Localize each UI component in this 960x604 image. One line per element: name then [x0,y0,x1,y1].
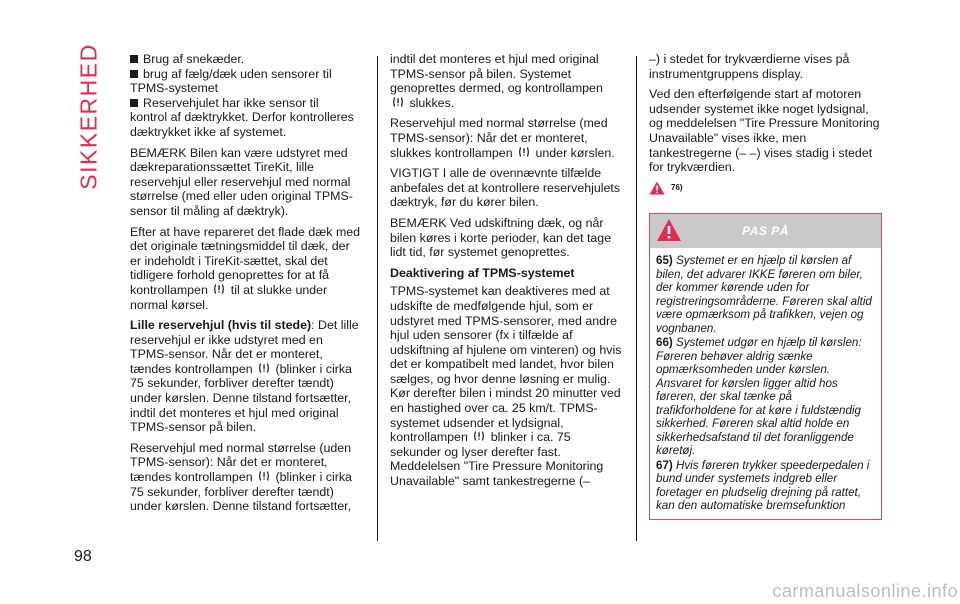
tpms-tire-warning-icon [392,96,404,108]
paragraph: indtil det monteres et hjul med original TPMS-sensor på bilen. Systemet genoprettes dermed, og kontrollampen slukkes. [390,52,603,110]
tpms-tire-warning-icon [213,283,225,295]
watermark: carmanualsonline.info [772,581,958,601]
bullet-item: Brug af snekæder. [130,52,364,67]
tpms-tire-warning-icon [258,362,270,374]
section-heading: Deaktivering af TPMS-systemet [390,265,575,280]
column-divider [636,56,637,541]
bullet-item: brug af fælg/dæk uden sensorer til TPMS-systemet [130,66,332,96]
caution-title: PAS PÅ [742,224,789,239]
page-number: 98 [74,548,92,565]
inline-heading: Lille reservehjul (hvis til stede) [130,318,312,333]
tpms-tire-warning-icon [258,470,270,482]
paragraph: Reservehjul med normal størrelse (uden TPMS-sensor): Når det er monteret, tændes kontrollampen (blinker i cirka 75 sekunder, forbliver derefter tændt) under kørslen. Denne tilstand fortsætter, [130,440,352,514]
paragraph: –) i stedet for trykværdierne vises på instrumentgruppens display. [649,52,850,81]
bullet-square-icon [130,70,138,78]
tpms-tire-warning-icon [518,146,530,158]
caution-body [650,248,881,519]
caution-item: 67) Hvis føreren trykker speederpedalen i bund under systemets indgreb eller foretager en pludselig drejning på rattet, kan den automatiske bremsefunktion [656,458,870,513]
text-column-3 [649,52,882,520]
paragraph: Ved den efterfølgende start af motoren udsender systemet ikke noget lydsignal, og meddelelsen "Tire Pressure Monitoring Unavailable" vises ikke, men tankestregerne (– –) vises stadig i stedet for trykværdien. [649,87,880,175]
bullet-square-icon [130,99,138,107]
caution-item: 65) Systemet er en hjælp til kørslen af bilen, det advarer IKKE føreren om biler, der kommer kørende uden for registreringsområderne. Føreren skal altid være opmærksom på trafikken, vejen og vognbanen. [656,254,872,335]
paragraph: kontrol af dæktrykket. Derfor kontrolleres dæktrykket ikke af systemet. [130,110,354,139]
tpms-tire-warning-icon [473,430,485,442]
note-paragraph: BEMÆRK Bilen kan være udstyret med dækreparationssættet TireKit, lille reservehjul eller reservehjul med normal størrelse (med eller uden original TPMS-sensor til måling af dæktryk). [130,145,353,218]
caution-header [650,214,881,248]
bullet-item: Reservehjulet har ikke sensor til [130,96,364,111]
paragraph: Lille reservehjul (hvis til stede): Det lille reservehjul er ikke udstyret med en TPMS-sensor. Når det er monteret, tændes kontrollampen (blinker i cirka 75 sekunder, forbliver derefter tændt) under kørslen. Denne tilstand fortsætter, indtil det monteres et hjul med original TPMS-sensor på bilen. [130,318,359,435]
important-paragraph: VIGTIGT I alle de ovennævnte tilfælde anbefales det at kontrollere reservehjulets dæktryk, før du kører bilen. [390,166,621,210]
text-column-1 [130,52,364,520]
warning-triangle-icon [649,181,665,195]
warning-reference: 76) [649,181,882,196]
text-column-2 [390,52,624,495]
paragraph: TPMS-systemet kan deaktiveres med at udskifte de medfølgende hjul, som er udstyret med TPMS-sensorer, med andre hjul uden sensorer (fx i tilfælde af udskiftning af hjulene om vinteren) og hvis det er kompatibelt med landet, hvor bilen sælges, og hvor denne løsning er mulig. Kør derefter bilen i mindst 20 minutter ved en hastighed over ca. 25 km/t. TPMS-systemet udsender et lydsignal, kontrollampen blinker i ca. 75 sekunder og lyser derefter fast. Meddelelsen "Tire Pressure Monitoring Unavailable" samt tankestregerne (– [390,284,622,489]
warning-triangle-icon [656,218,682,242]
column-divider [377,56,378,541]
section-title: SIKKERHED [75,42,102,190]
caution-item: 66) Systemet udgør en hjælp til kørslen: Føreren behøver aldrig sænke opmærksomheden under kørslen. Ansvaret for kørslen ligger altid hos føreren, der skal tænke på trafikforholdene for at køre i fuldstændig sikkerhed. Føreren skal altid holde en sikkerhedsafstand til det foranliggende køretøj. [656,336,862,458]
bullet-square-icon [130,55,138,63]
paragraph: Efter at have repareret det flade dæk med det originale tætningsmiddel til dæk, der er indeholdt i TireKit-sættet, skal det tidligere forhold genoprettes for at få kontrollampen til at slukke under normal kørsel. [130,224,361,312]
paragraph: Reservehjul med normal størrelse (med TPMS-sensor): Når det er monteret, slukkes kontrollampen under kørslen. [390,116,615,160]
note-paragraph: BEMÆRK Ved udskiftning dæk, og når bilen køres i korte perioder, kan det tage lidt tid, før systemet genoprettes. [390,215,612,260]
caution-box [649,213,882,520]
